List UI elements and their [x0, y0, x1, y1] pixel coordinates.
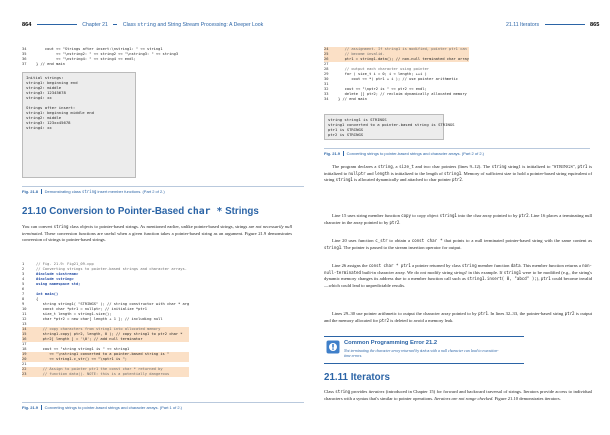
section-title-iterators: 21.11 Iterators — [324, 372, 390, 383]
code-text: // copy characters from string1 into allocated memory — [36, 327, 161, 331]
output-line: string1: beginning middle end — [26, 110, 94, 115]
left-running-header — [22, 22, 263, 28]
section-title: 21.10 Conversion to Pointer-Based char * Strings — [22, 206, 259, 217]
code-text: << "\nstring1 converted to a pointer-based string is " — [36, 352, 170, 356]
code-text: const char *ptr1 = nullptr; // initialize *ptr1 — [36, 307, 148, 311]
right-running-header — [506, 22, 599, 28]
output-line: ptr2 is STRINGS — [328, 132, 364, 137]
output-line: string2: middle — [26, 115, 62, 120]
line-number: 20 — [22, 357, 27, 361]
output-line: string4: xx — [26, 95, 52, 100]
line-number: 36 — [22, 57, 27, 61]
line-number: 16 — [22, 337, 27, 341]
line-number: 18 — [22, 347, 27, 351]
figure-caption-bottom: Fig. 21.9 Converting strings to pointer-based strings and character arrays. (Part 1 of 2.) — [22, 405, 183, 410]
line-number: 17 — [22, 342, 27, 346]
code-text: << string1.c_str() << "\nptr1 is "; — [36, 357, 128, 361]
code-text: char *ptr2 = new char[ length + 1 ]; // including null — [36, 317, 163, 321]
body-paragraph: Line 26 assigns the const char * ptr1 a pointer returned by class string member function data. This member function returns a non-null-terminated built-in character array. We do not modify string string1 in this example. If string1 were to be modified (e.g., the string's dynamic memory changes its address due to a member function call such as string1.insert( 0, "abcd" );), ptr1 could become invalid—which could lead to unpredictable results. — [324, 263, 593, 288]
line-number: 25 — [324, 52, 329, 56]
code-text: // output each character using pointer — [338, 67, 430, 71]
code-text: string string1( "STRINGS" ); // string constructor with char * arg — [36, 302, 190, 306]
code-line — [324, 57, 469, 62]
line-number: 2 — [22, 267, 25, 271]
line-number: 6 — [22, 287, 25, 291]
left-running-title: Chapter 21 Class string and String Stream Processing: A Deeper Look — [82, 22, 264, 28]
line-number: 19 — [22, 352, 27, 356]
code-line — [324, 97, 469, 102]
line-number: 11 — [22, 312, 27, 316]
code-text: // Converting strings to pointer-based strings and character arrays. — [36, 267, 187, 271]
code-text: << "\nstring2: " << string2 << "\nstring3: " << string3 — [36, 52, 179, 56]
tip-title: Common Programming Error 21.2 — [344, 340, 438, 346]
code-text: // Assign to pointer ptr1 the const char * returned by — [36, 367, 163, 371]
body-paragraph: Line 20 uses function c_str to obtain a const char * that points to a null terminated pointer-based string with the same content as string1. The pointer is passed to the stream insertion operator for output. — [324, 238, 592, 250]
code-text: ptr1 = string1.data(); // non-null terminated char array — [338, 57, 469, 61]
line-number: 31 — [324, 82, 329, 86]
line-number: 3 — [22, 272, 25, 276]
line-number: 33 — [324, 92, 329, 96]
line-number: 8 — [22, 297, 25, 301]
output-line: string4: xx — [26, 125, 52, 130]
line-number: 29 — [324, 72, 329, 76]
error-icon — [326, 340, 340, 354]
output-line: string string1 is STRINGS — [328, 117, 387, 122]
output-line: ptr1 is STRINGS — [328, 127, 364, 132]
line-number: 13 — [22, 322, 27, 326]
code-line — [324, 77, 469, 82]
line-number: 5 — [22, 282, 25, 286]
tip-text: Not terminating the character array returned by data with a null character can lead to execution-time errors. — [344, 348, 499, 358]
body-paragraph: The program declares a string, a size_t and two char pointers (lines 9–12). The string string1 is initialized to "STRINGS", ptr1 is initialized to nullptr and length is initialized to the length of string1. Memory of sufficient size to hold a pointer-based string equivalent of string string1 is allocated dynamically and attached to char pointer ptr2. — [324, 164, 593, 183]
code-text: cout << "\nptr2 is " << ptr2 << endl; — [338, 87, 427, 91]
right-page-number: 865 — [589, 22, 600, 28]
programming-tip — [324, 336, 524, 364]
line-number: 9 — [22, 302, 25, 306]
output-line: Strings after insert: — [26, 105, 76, 110]
code-text: for ( size_t i = 0; i < length; ++i ) — [338, 72, 427, 76]
line-number: 26 — [324, 57, 329, 61]
line-number: 4 — [22, 277, 25, 281]
section-paragraph-iterators: Class string provides iterators (introduced in Chapter 15) for forward and backward traversal of strings. Iterators provide access to individual characters with a syntax that's similar to pointer operations. Iterators are not range checked. Figure 21.10 demonstrates iterators. — [324, 389, 592, 401]
line-number: 30 — [324, 77, 329, 81]
line-number: 28 — [324, 67, 329, 71]
code-text: using namespace std; — [36, 282, 81, 286]
code-text: #include <string> — [36, 277, 74, 281]
code-text: // assignment. If string1 is modified, pointer ptr1 can — [338, 47, 467, 51]
program-output — [324, 114, 455, 140]
code-text: // function data(). NOTE: this is a potentially dangerous — [36, 372, 170, 376]
code-text: } // end main — [338, 97, 367, 101]
left-page — [0, 0, 304, 435]
line-number: 15 — [22, 332, 27, 336]
line-number: 7 — [22, 292, 25, 296]
line-number: 32 — [324, 87, 329, 91]
code-text: { — [36, 297, 39, 301]
output-line: string3: 123xx45678 — [26, 120, 71, 125]
code-text: // become invalid. — [338, 52, 385, 56]
output-line: string1 converted to a pointer-based string is STRINGS — [328, 122, 455, 127]
code-text: delete [] ptr2; // reclaim dynamically allocated memory — [338, 92, 467, 96]
code-listing-continued — [324, 47, 469, 102]
line-number: 34 — [324, 97, 329, 101]
right-running-title: 21.11 Iterators — [506, 22, 540, 28]
code-text: cout << "Strings after insert:\nstring1: " << string1 — [36, 47, 163, 51]
code-text: cout << "string string1 is " << string1 — [36, 347, 130, 351]
line-number: 27 — [324, 62, 329, 66]
line-number: 35 — [22, 52, 27, 56]
code-listing-main — [22, 262, 189, 377]
figure-caption: Fig. 21.9 Converting strings to pointer-based strings and character arrays. (Part 2 of 2.) — [324, 151, 485, 156]
program-output — [22, 72, 136, 178]
code-text: size_t length = string1.size(); — [36, 312, 112, 316]
code-text: // Fig. 21.9: Fig21_09.cpp — [36, 262, 94, 266]
code-line — [22, 372, 189, 377]
line-number: 21 — [22, 362, 27, 366]
right-page — [306, 0, 610, 435]
code-text: string1.copy( ptr2, length, 0 ); // copy string1 to ptr2 char * — [36, 332, 183, 336]
code-text: } // end main — [36, 62, 65, 66]
line-number: 37 — [22, 62, 27, 66]
code-line — [22, 62, 178, 67]
body-paragraph: Line 15 uses string member function copy to copy object string1 into the char array pointed to by ptr2. Line 16 places a terminating null character in the array pointed to by ptr2. — [324, 213, 593, 225]
code-text: #include <iostream> — [36, 272, 79, 276]
code-text: ptr2[ length ] = '\0'; // add null terminator — [36, 337, 143, 341]
line-number: 22 — [22, 367, 27, 371]
code-listing-top — [22, 47, 178, 67]
line-number: 24 — [324, 47, 329, 51]
body-paragraph: Lines 29–30 use pointer arithmetic to output the character array pointed to by ptr1. In lines 32–33, the pointer-based string ptr2 is output and the memory allocated for ptr2 is deleted to avoid a memory leak. — [324, 311, 592, 323]
line-number: 34 — [22, 47, 27, 51]
output-line: Initial strings: — [26, 75, 64, 80]
output-line: string1: beginning end — [26, 80, 78, 85]
line-number: 12 — [22, 317, 27, 321]
code-text: << "\nstring4: " << string4 << endl; — [36, 57, 136, 61]
left-page-number: 864 — [22, 22, 32, 28]
line-number: 23 — [22, 372, 27, 376]
output-line: string2: middle — [26, 85, 62, 90]
output-line: string3: 12345678 — [26, 90, 66, 95]
code-text: cout << *( ptr1 + i ); // use pointer arithmetic — [338, 77, 458, 81]
code-text: int main() — [36, 292, 59, 296]
section-paragraph: You can convert string class objects to pointer-based strings. As mentioned earlier, unlike pointer-based strings, strings are not necessarily null terminated. These conversion functions are useful when a given function takes a pointer-based string as an argument. Figure 21.9 demonstrates conversion of strings to pointer-based strings. — [22, 224, 293, 243]
figure-caption: Fig. 21.8 Demonstrating class string insert member functions. (Part 2 of 2.) — [22, 189, 165, 194]
line-number: 14 — [22, 327, 27, 331]
line-number: 1 — [22, 262, 25, 266]
line-number: 10 — [22, 307, 27, 311]
